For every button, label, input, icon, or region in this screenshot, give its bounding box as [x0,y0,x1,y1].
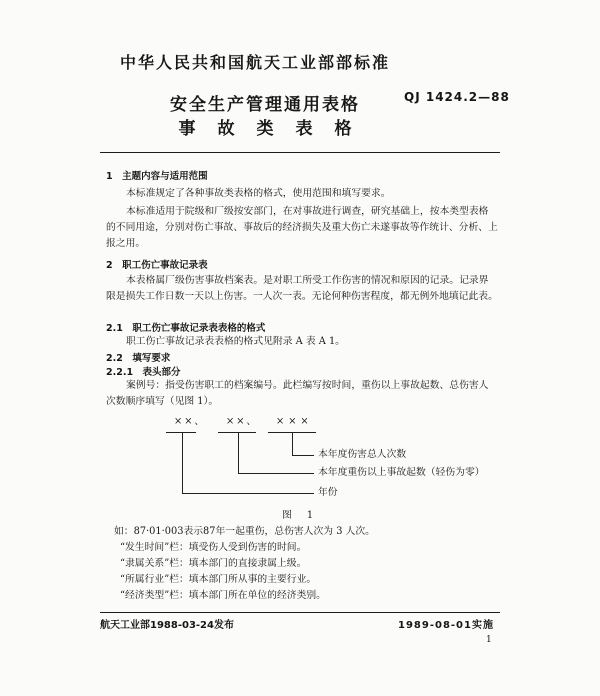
section-2-para-1: 本表格属厂级伤害事故档案表。是对职工所受工作伤害的情况和原因的记录。记录界限是损失工作日数一天以上伤害。一人次一表。无论何种伤害程度，都无例外地填记此表。 [106,275,498,302]
figure-underline-serious [218,432,256,433]
figure-group-total: ××× [276,416,313,427]
note-item-1: “发生时间”栏：填受伤人受到伤害的时间。 [120,542,307,553]
standard-code: QJ 1424.2—88 [404,90,510,104]
section-1-heading: 1 主题内容与适用范围 [106,171,208,182]
figure-label-year: 年份 [318,487,338,498]
note-example: 如：87·01·003表示87年一起重伤，总伤害人次为 3 人次。 [114,526,375,537]
section-2-2-heading: 2.2 填写要求 [106,353,171,364]
section-2-2-1-para: 案例号：指受伤害职工的档案编号。此栏编写按时间，重伤以上事故起数、总伤害人次数顺序填写（见图 1）。 [106,380,489,407]
footer-rule [100,612,500,613]
section-2-1-heading: 2.1 职工伤亡事故记录表表格的格式 [106,323,266,334]
standard-organization: 中华人民共和国航天工业部部标准 [120,53,391,72]
note-item-3: “所属行业”栏：填本部门所从事的主要行业。 [120,574,317,585]
header-rule [100,152,500,153]
page-number: 1 [486,635,492,645]
figure-group-year: ××、 [174,416,207,427]
section-1-para-2: 本标准适用于院级和厂级按安部门，在对事故进行调查，研究基础上，按本类型表格的不同用途，分别对伤亡事故、事故后的经济损失及重大伤亡未遂事故等作统计、分析、上报之用。 [106,206,498,249]
figure-leader-year-v [182,432,183,494]
section-2-2-1-heading: 2.2.1 表头部分 [106,367,181,378]
figure-leader-year-h [182,493,314,494]
note-item-4: “经济类型”栏：填本部门所在单位的经济类别。 [120,590,326,601]
figure-group-serious: ××、 [226,416,259,427]
figure-leader-total-v [292,432,293,456]
figure-leader-total-h [292,455,314,456]
section-2-heading: 2 职工伤亡事故记录表 [106,260,208,271]
document-subtitle: 事故类表格 [178,119,374,139]
figure-caption: 图 1 [282,510,320,521]
note-item-2: “隶属关系”栏：填本部门的直接隶属上级。 [120,558,307,569]
section-1-para-1: 本标准规定了各种事故类表格的格式，使用范围和填写要求。 [126,188,391,199]
implementation-date: 1989-08-01实施 [398,620,494,631]
figure-leader-serious-h [238,473,314,474]
section-2-1-para: 职工伤亡事故记录表表格的格式见附录 A 表 A 1。 [126,336,345,347]
document-title: 安全生产管理通用表格 [170,95,360,115]
figure-label-total: 本年度伤害总人次数 [318,449,407,460]
figure-underline-year [166,432,196,433]
issue-date: 航天工业部1988-03-24发布 [100,620,234,631]
figure-leader-serious-v [238,432,239,474]
figure-label-serious: 本年度重伤以上事故起数（轻伤为零） [318,467,485,478]
